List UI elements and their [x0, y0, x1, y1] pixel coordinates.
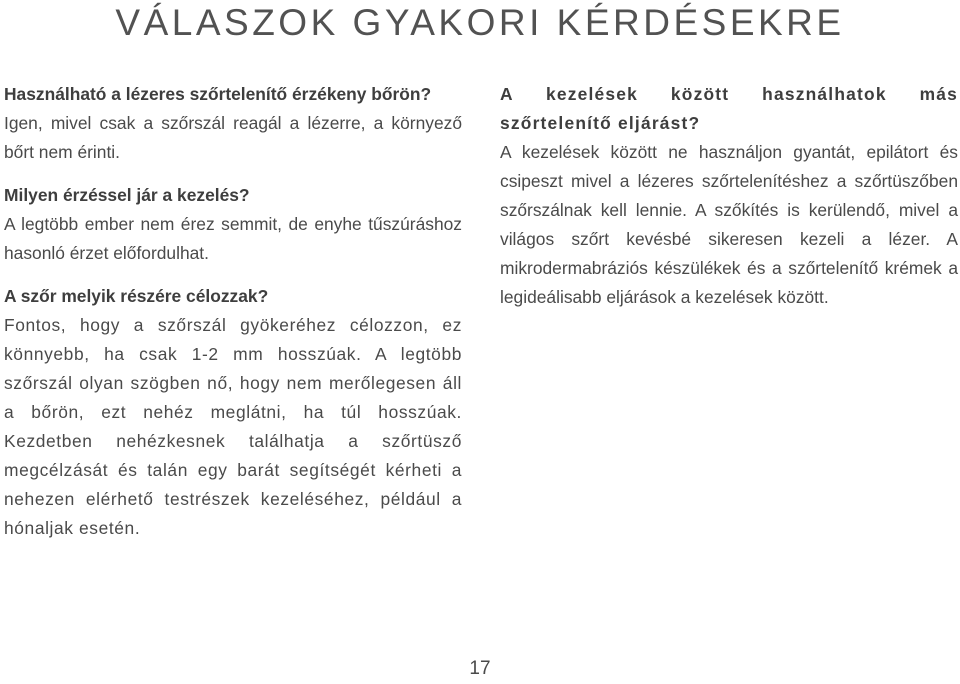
faq-question: Használható a lézeres szőrtelenítő érzékeny bőrön? — [4, 84, 432, 104]
faq-answer: Fontos, hogy a szőrszál gyökeréhez célozzon, ez könnyebb, ha csak 1-2 mm hosszúak. A legtöbb szőrszál olyan szögben nő, hogy nem merőlegesen áll a bőrön, ezt nehéz meglátni, ha túl hosszúak. Kezdetben nehézkesnek találhatja a szőrtüsző megcélzását és talán egy barát segítségét kérheti a nehezen elérhető testrészek kezeléséhez, például a hónaljak esetén. — [4, 315, 462, 538]
page-title: VÁLASZOK GYAKORI KÉRDÉSEKRE — [115, 2, 845, 43]
faq-question: A kezelések között használhatok más szőrtelenítő eljárást? — [500, 84, 958, 133]
faq-item — [4, 80, 462, 167]
faq-answer: A kezelések között ne használjon gyantát, epilátort és csipeszt mivel a lézeres szőrtelenítéshez a szőrtüszőben szőrszálnak kell lennie. A szőkítés is kerülendő, mivel a világos szőrt kevésbé sikeresen kezeli a lézer. A mikrodermabráziós készülékek és a szőrtelenítő krémek a legideálisabb eljárások a kezelések között. — [500, 142, 958, 307]
faq-answer: A legtöbb ember nem érez semmit, de enyhe tűszúráshoz hasonló érzet előfordulhat. — [4, 214, 462, 263]
faq-question: A szőr melyik részére célozzak? — [4, 286, 269, 306]
page-number: 17 — [469, 658, 491, 679]
left-column — [4, 80, 462, 543]
faq-item — [4, 181, 462, 268]
right-column — [500, 80, 958, 312]
faq-question: Milyen érzéssel jár a kezelés? — [4, 185, 250, 205]
faq-item — [4, 282, 462, 543]
faq-answer: Igen, mivel csak a szőrszál reagál a lézerre, a környező bőrt nem érinti. — [4, 113, 462, 162]
faq-item — [500, 80, 958, 312]
